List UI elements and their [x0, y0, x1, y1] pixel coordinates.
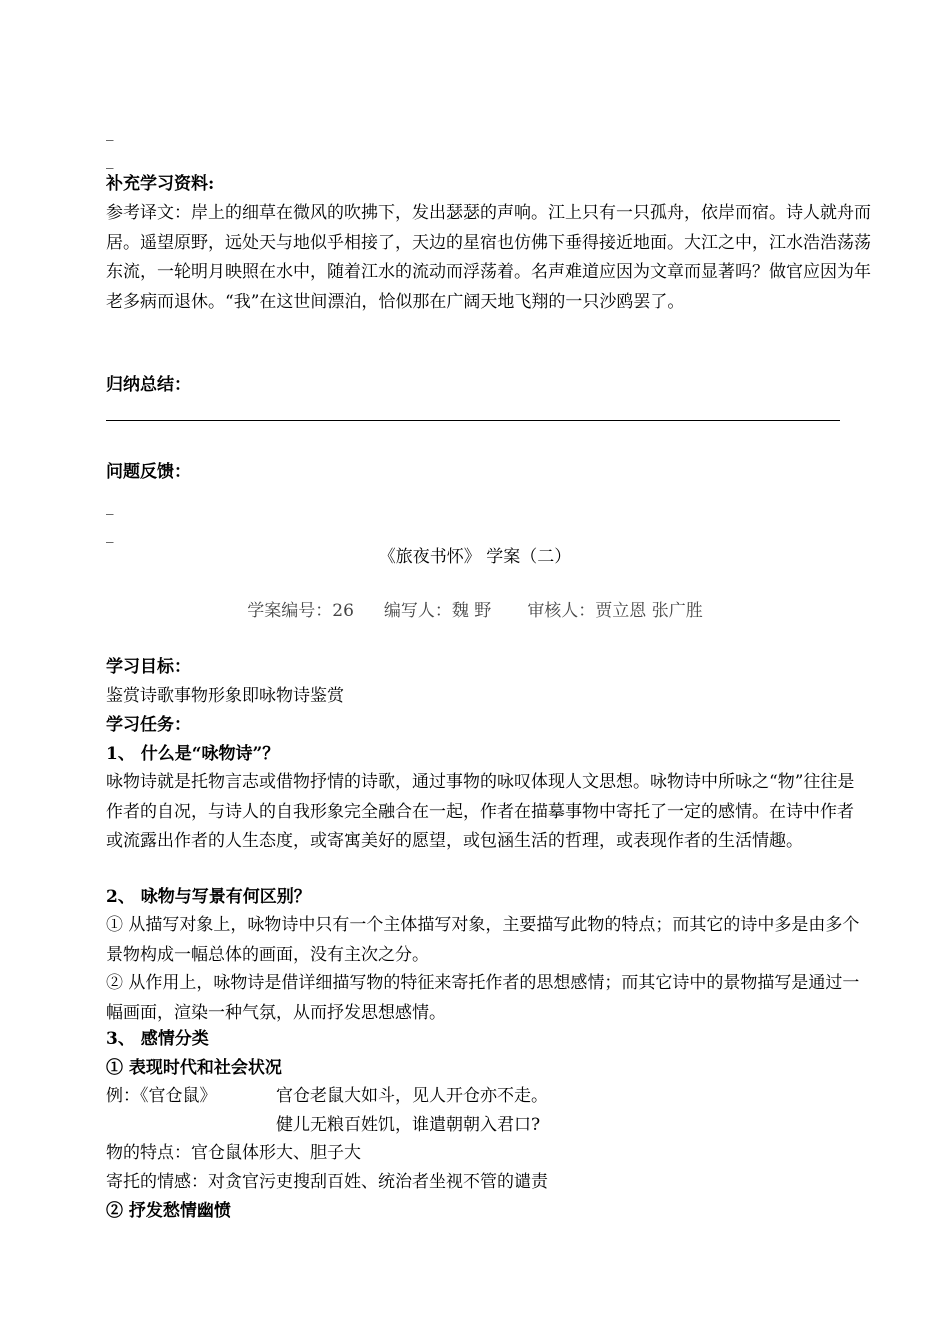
meta-number: 学案编号：26: [247, 601, 354, 621]
q3-category-1: ① 表现时代和社会状况: [106, 1058, 282, 1078]
q3-category-2: ② 抒发愁情幽愤: [106, 1201, 231, 1221]
q2-point-2: ② 从作用上，咏物诗是借详细描写物的特征来寄托作者的思想感情；而其它诗中的景物描写是通过一幅画面，渲染一种气氛，从而抒发思想感情。: [106, 973, 860, 1023]
summary-heading: 归纳总结：: [106, 375, 191, 395]
dash-mark: _: [106, 497, 114, 515]
q1-heading: 1、 什么是“咏物诗”？: [106, 744, 280, 764]
goal-heading: 学习目标：: [106, 657, 191, 677]
supplement-text: 参考译文：岸上的细草在微风的吹拂下，发出瑟瑟的声响。江上只有一只孤舟，依岸而宿。诗人就舟而居。遥望原野，远处天与地似乎相接了，天边的星宿也仿佛下垂得接近地面。大江之中，江水浩浩荡荡东流，一轮明月映照在水中，随着江水的流动而浮荡着。名声难道应因为文章而显著吗？做官应因为年老多病而退休。“我”在这世间漂泊，恰似那在广阔天地飞翔的一只沙鸥罢了。: [106, 203, 871, 312]
q3-heading: 3、 感情分类: [106, 1029, 209, 1049]
document-title: 《旅夜书怀》 学案（二）: [378, 547, 572, 567]
object-feature: 物的特点：官仓鼠体形大、胆子大: [106, 1143, 361, 1163]
example-label: 例：《官仓鼠》: [106, 1086, 217, 1106]
feedback-heading: 问题反馈：: [106, 462, 191, 482]
supplement-heading: 补充学习资料:: [106, 174, 215, 194]
task-heading: 学习任务：: [106, 715, 191, 735]
answer-line: [106, 420, 840, 421]
q1-text: 咏物诗就是托物言志或借物抒情的诗歌，通过事物的咏叹体现人文思想。咏物诗中所咏之“物”往往是作者的自况，与诗人的自我形象完全融合在一起，作者在描摹事物中寄托了一定的感情。在诗中作者或流露出作者的人生态度，或寄寓美好的愿望，或包涵生活的哲理，或表现作者的生活情趣。: [106, 772, 855, 851]
dash-mark: _: [106, 123, 114, 141]
object-emotion: 寄托的情感：对贪官污吏搜刮百姓、统治者坐视不管的谴责: [106, 1172, 548, 1192]
q2-point-1: ① 从描写对象上，咏物诗中只有一个主体描写对象，主要描写此物的特点；而其它的诗中多是由多个景物构成一幅总体的画面，没有主次之分。: [106, 915, 860, 965]
poem-line-1: 官仓老鼠大如斗，见人开仓亦不走。: [276, 1086, 548, 1106]
meta-reviewer: 审核人：贾立恩 张广胜: [527, 601, 703, 621]
example-line: [106, 1082, 548, 1110]
dash-mark: _: [106, 151, 114, 169]
goal-text: 鉴赏诗歌事物形象即咏物诗鉴赏: [106, 686, 344, 706]
q2-heading: 2、 咏物与写景有何区别？: [106, 887, 311, 907]
meta-author: 编写人：魏 野: [383, 601, 492, 621]
poem-line-2: 健儿无粮百姓饥，谁遣朝朝入君口?: [276, 1115, 541, 1135]
dash-mark: _: [106, 525, 114, 543]
document-meta: [0, 597, 950, 625]
